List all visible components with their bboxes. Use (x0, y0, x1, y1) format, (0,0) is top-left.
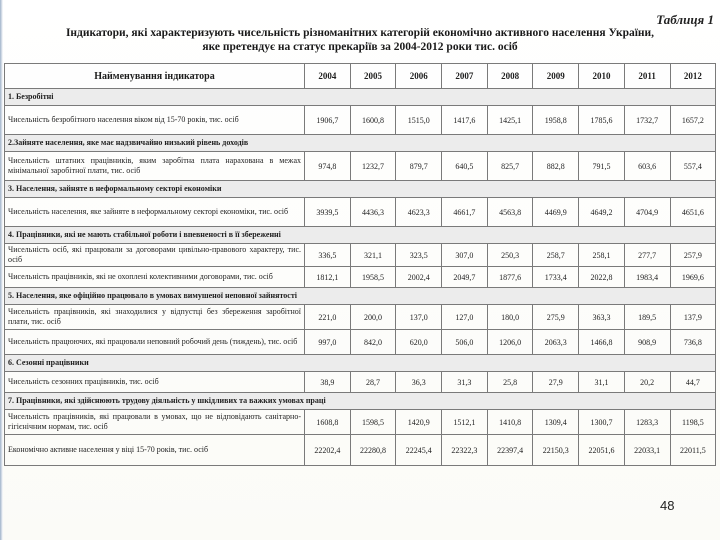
section-title: 7. Працівники, які здійснюють трудову діяльність у шкідливих та важких умовах праці (5, 393, 716, 410)
title-line-1: Індикатори, які характеризують чисельність різноманітних категорій економічно активного населення України, (65, 27, 655, 39)
indicator-value: 736,8 (670, 330, 716, 355)
indicator-value: 1969,6 (670, 267, 716, 288)
header-year: 2007 (442, 64, 488, 89)
indicator-label: Чисельність осіб, які працювали за договорами цивільно-правового характеру, тис. осіб (5, 244, 305, 267)
section-title: 4. Працівники, які не мають стабільної роботи і впевненості в її збереженні (5, 227, 716, 244)
indicator-value: 1309,4 (533, 410, 579, 435)
indicator-value: 1417,6 (442, 106, 488, 135)
table-row (5, 198, 716, 227)
indicator-value: 1206,0 (487, 330, 533, 355)
section-row (5, 288, 716, 305)
indicator-value: 137,9 (670, 305, 716, 330)
section-title: 3. Населення, зайняте в неформальному секторі економіки (5, 181, 716, 198)
indicator-value: 25,8 (487, 372, 533, 393)
header-year: 2006 (396, 64, 442, 89)
indicator-value: 22322,3 (442, 435, 488, 466)
section-title: 1. Безробітні (5, 89, 716, 106)
indicator-value: 1283,3 (624, 410, 670, 435)
indicator-value: 1958,5 (350, 267, 396, 288)
indicator-value: 1300,7 (579, 410, 625, 435)
indicator-value: 3939,5 (305, 198, 351, 227)
table-row (5, 330, 716, 355)
section-title: 2.Зайняте населення, яке має надзвичайно низький рівень доходів (5, 135, 716, 152)
indicator-value: 307,0 (442, 244, 488, 267)
section-title: 6. Сезонні працівники (5, 355, 716, 372)
indicator-value: 4623,3 (396, 198, 442, 227)
indicator-label: Чисельність населення, яке зайняте в неформальному секторі економіки, тис. осіб (5, 198, 305, 227)
indicator-value: 2049,7 (442, 267, 488, 288)
indicator-value: 323,5 (396, 244, 442, 267)
indicator-value: 1420,9 (396, 410, 442, 435)
header-year: 2009 (533, 64, 579, 89)
indicator-label: Чисельність сезонних працівників, тис. осіб (5, 372, 305, 393)
indicator-value: 127,0 (442, 305, 488, 330)
indicator-value: 506,0 (442, 330, 488, 355)
section-row (5, 181, 716, 198)
header-name: Найменування індикатора (5, 64, 305, 89)
indicator-value: 180,0 (487, 305, 533, 330)
indicator-value: 44,7 (670, 372, 716, 393)
indicator-value: 1410,8 (487, 410, 533, 435)
table-row (5, 267, 716, 288)
indicator-value: 4469,9 (533, 198, 579, 227)
indicator-value: 1600,8 (350, 106, 396, 135)
indicator-value: 4563,8 (487, 198, 533, 227)
indicator-value: 22397,4 (487, 435, 533, 466)
indicator-label: Чисельність безробітного населення віком від 15-70 років, тис. осіб (5, 106, 305, 135)
indicator-value: 277,7 (624, 244, 670, 267)
indicator-value: 275,9 (533, 305, 579, 330)
indicator-value: 137,0 (396, 305, 442, 330)
indicator-value: 842,0 (350, 330, 396, 355)
indicator-value: 1425,1 (487, 106, 533, 135)
indicator-value: 22280,8 (350, 435, 396, 466)
header-year: 2005 (350, 64, 396, 89)
table-caption: Таблиця 1 (656, 12, 714, 27)
header-year: 2004 (305, 64, 351, 89)
indicator-label: Чисельність працівників, які працювали в умовах, що не відповідають санітарно-гігієнічним нормам, тис. осіб (5, 410, 305, 435)
table-row (5, 152, 716, 181)
indicator-value: 1198,5 (670, 410, 716, 435)
page-edge-decoration (0, 0, 3, 540)
indicator-value: 557,4 (670, 152, 716, 181)
indicator-value: 997,0 (305, 330, 351, 355)
indicator-value: 1958,8 (533, 106, 579, 135)
indicator-label: Чисельність працівників, які не охоплені колективними договорами, тис. осіб (5, 267, 305, 288)
page-number: 48 (660, 498, 675, 513)
indicator-value: 1466,8 (579, 330, 625, 355)
indicator-value: 22245,4 (396, 435, 442, 466)
indicator-value: 28,7 (350, 372, 396, 393)
indicator-value: 1657,2 (670, 106, 716, 135)
indicator-value: 336,5 (305, 244, 351, 267)
indicator-value: 1906,7 (305, 106, 351, 135)
indicator-value: 1512,1 (442, 410, 488, 435)
header-year: 2012 (670, 64, 716, 89)
indicator-value: 879,7 (396, 152, 442, 181)
table-row (5, 305, 716, 330)
indicator-label: Економічно активне населення у віці 15-70 років, тис. осіб (5, 435, 305, 466)
indicator-value: 1785,6 (579, 106, 625, 135)
indicator-value: 4436,3 (350, 198, 396, 227)
table-header-row (5, 64, 716, 89)
table-row (5, 244, 716, 267)
indicator-value: 2002,4 (396, 267, 442, 288)
indicator-value: 825,7 (487, 152, 533, 181)
indicator-value: 258,7 (533, 244, 579, 267)
indicator-value: 31,3 (442, 372, 488, 393)
indicator-value: 603,6 (624, 152, 670, 181)
indicator-value: 4661,7 (442, 198, 488, 227)
indicator-value: 1608,8 (305, 410, 351, 435)
indicator-value: 36,3 (396, 372, 442, 393)
indicator-label: Чисельність працівників, які знаходилися у відпустці без збереження заробітної плати, тис. осіб (5, 305, 305, 330)
indicator-value: 189,5 (624, 305, 670, 330)
header-year: 2010 (579, 64, 625, 89)
indicator-value: 1733,4 (533, 267, 579, 288)
table-row (5, 410, 716, 435)
section-row (5, 89, 716, 106)
title-line-2: яке претендує на статус прекаріїв за 2004-2012 роки тис. осіб (202, 41, 518, 53)
indicator-value: 257,9 (670, 244, 716, 267)
section-row (5, 135, 716, 152)
indicator-value: 31,1 (579, 372, 625, 393)
indicator-label: Чисельність штатних працівників, яким заробітна плата нарахована в межах мінімальної заробітної плати, тис. осіб (5, 152, 305, 181)
indicator-value: 22033,1 (624, 435, 670, 466)
indicator-value: 791,5 (579, 152, 625, 181)
indicator-value: 1812,1 (305, 267, 351, 288)
indicator-value: 4649,2 (579, 198, 625, 227)
indicator-value: 27,9 (533, 372, 579, 393)
indicator-label: Чисельність працюючих, які працювали неповний робочий день (тиждень), тис. осіб (5, 330, 305, 355)
indicator-value: 640,5 (442, 152, 488, 181)
section-row (5, 393, 716, 410)
indicator-value: 20,2 (624, 372, 670, 393)
indicator-value: 882,8 (533, 152, 579, 181)
header-year: 2008 (487, 64, 533, 89)
indicator-value: 22051,6 (579, 435, 625, 466)
indicator-value: 1732,7 (624, 106, 670, 135)
section-row (5, 355, 716, 372)
indicator-value: 321,1 (350, 244, 396, 267)
indicator-value: 908,9 (624, 330, 670, 355)
indicator-value: 620,0 (396, 330, 442, 355)
section-row (5, 227, 716, 244)
header-year: 2011 (624, 64, 670, 89)
indicator-value: 363,3 (579, 305, 625, 330)
indicator-value: 200,0 (350, 305, 396, 330)
table-row (5, 106, 716, 135)
indicator-value: 974,8 (305, 152, 351, 181)
indicator-value: 1515,0 (396, 106, 442, 135)
table-row (5, 372, 716, 393)
indicator-value: 4651,6 (670, 198, 716, 227)
indicator-value: 258,1 (579, 244, 625, 267)
document-title (30, 26, 690, 54)
table-row (5, 435, 716, 466)
indicator-value: 2063,3 (533, 330, 579, 355)
indicator-value: 1877,6 (487, 267, 533, 288)
indicator-value: 221,0 (305, 305, 351, 330)
indicator-value: 250,3 (487, 244, 533, 267)
indicator-value: 22150,3 (533, 435, 579, 466)
indicator-value: 1232,7 (350, 152, 396, 181)
indicator-value: 38,9 (305, 372, 351, 393)
indicators-table (4, 63, 716, 466)
indicator-value: 1983,4 (624, 267, 670, 288)
indicator-value: 22202,4 (305, 435, 351, 466)
indicator-value: 4704,9 (624, 198, 670, 227)
indicator-value: 2022,8 (579, 267, 625, 288)
indicator-value: 22011,5 (670, 435, 716, 466)
indicator-value: 1598,5 (350, 410, 396, 435)
section-title: 5. Населення, яке офіційно працювало в умовах вимушеної неповної зайнятості (5, 288, 716, 305)
